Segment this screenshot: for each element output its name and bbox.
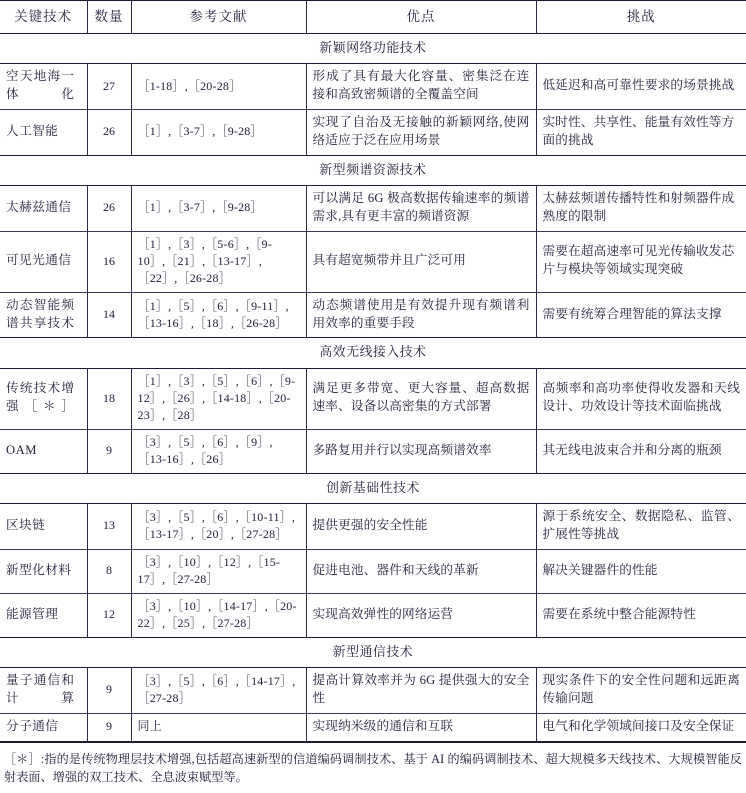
table-row: [0, 185, 746, 231]
cell-references: ［3］,［5］,［6］,［9］,［13-16］,［26］: [131, 429, 306, 473]
table-row: [0, 292, 746, 338]
cell-advantage: 促进电池、器件和天线的革新: [306, 549, 536, 593]
cell-challenge: 实时性、共享性、能量有效性等方面的挑战: [536, 109, 746, 155]
cell-advantage: 实现纳米级的通信和互联: [306, 713, 536, 741]
cell-technology: OAM: [0, 429, 87, 473]
cell-challenge: 需要有统筹合理智能的算法支撑: [536, 292, 746, 338]
table-header-row: [0, 1, 746, 34]
cell-challenge: 高频率和高功率使得收发器和天线设计、功效设计等技术面临挑战: [536, 368, 746, 429]
cell-technology: 区块链: [0, 503, 87, 549]
column-header-challenges: 挑战: [536, 1, 746, 34]
cell-technology: 传统技术增强［＊］: [0, 368, 87, 429]
cell-advantage: 提高计算效率并为 6G 提供强大的安全性: [306, 667, 536, 713]
cell-technology: 能源管理: [0, 593, 87, 637]
cell-count: 12: [87, 593, 131, 637]
cell-challenge: 其无线电波束合并和分离的瓶颈: [536, 429, 746, 473]
cell-technology: 分子通信: [0, 713, 87, 741]
cell-count: 16: [87, 231, 131, 292]
section-header-row: [0, 473, 746, 503]
table-row: [0, 503, 746, 549]
cell-advantage: 满足更多带宽、更大容量、超高数据速率、设备以高密集的方式部署: [306, 368, 536, 429]
column-header-advantages: 优点: [306, 1, 536, 34]
cell-count: 27: [87, 64, 131, 110]
cell-challenge: 解决关键器件的性能: [536, 549, 746, 593]
cell-challenge: 需要在超高速率可见光传输收发芯片与模块等领域实现突破: [536, 231, 746, 292]
table-row: [0, 593, 746, 637]
cell-advantage: 可以满足 6G 极高数据传输速率的频谱需求,具有更丰富的频谱资源: [306, 185, 536, 231]
cell-references: ［1］,［3］,［5-6］,［9-10］,［21］,［13-17］,［22］,［26-28］: [131, 231, 306, 292]
cell-advantage: 实现高效弹性的网络运营: [306, 593, 536, 637]
table-row: [0, 368, 746, 429]
table-row: [0, 231, 746, 292]
cell-advantage: 形成了具有最大化容量、密集泛在连接和高致密频谱的全覆盖空间: [306, 64, 536, 110]
cell-references: ［1］,［3-7］,［9-28］: [131, 109, 306, 155]
section-title: 新颖网络功能技术: [319, 41, 427, 56]
cell-advantage: 提供更强的安全性能: [306, 503, 536, 549]
cell-references: ［1］,［3-7］,［9-28］: [131, 185, 306, 231]
cell-challenge: 低延迟和高可靠性要求的场景挑战: [536, 64, 746, 110]
cell-references: ［1］,［3］,［5］,［6］,［9-12］,［26］,［14-18］,［20-23］,［28］: [131, 368, 306, 429]
cell-technology: 量子通信和计算: [0, 667, 87, 713]
cell-count: 13: [87, 503, 131, 549]
cell-references: ［3］,［10］,［12］,［15-17］,［27-28］: [131, 549, 306, 593]
cell-challenge: 源于系统安全、数据隐私、监管、扩展性等挑战: [536, 503, 746, 549]
table-row: [0, 429, 746, 473]
cell-challenge: 电气和化学领域间接口及安全保证: [536, 713, 746, 741]
table-row: [0, 713, 746, 741]
section-header-row: [0, 637, 746, 667]
cell-count: 9: [87, 429, 131, 473]
table-row: [0, 667, 746, 713]
table-footnote: ［＊］:指的是传统物理层技术增强,包括超高速新型的信道编码调制技术、基于 AI 的编码调制技术、超大规模多天线技术、大规模智能反射表面、增强的双工技术、全息波束赋型等。: [0, 742, 746, 793]
cell-count: 26: [87, 109, 131, 155]
section-header-row: [0, 155, 746, 185]
table-row: [0, 109, 746, 155]
cell-technology: 新型化材料: [0, 549, 87, 593]
table-row: [0, 64, 746, 110]
cell-technology: 人工智能: [0, 109, 87, 155]
cell-count: 14: [87, 292, 131, 338]
section-title: 新型通信技术: [332, 644, 414, 659]
cell-technology: 空天地海一体化: [0, 64, 87, 110]
cell-count: 9: [87, 667, 131, 713]
cell-technology: 太赫兹通信: [0, 185, 87, 231]
section-title: 高效无线接入技术: [319, 345, 427, 360]
cell-references: 同上: [131, 713, 306, 741]
section-header-row: [0, 338, 746, 368]
cell-advantage: 多路复用并行以实现高频谱效率: [306, 429, 536, 473]
table-row: [0, 549, 746, 593]
cell-technology: 可见光通信: [0, 231, 87, 292]
cell-challenge: 现实条件下的安全性问题和远距离传输问题: [536, 667, 746, 713]
section-header-row: [0, 34, 746, 64]
cell-challenge: 太赫兹频谱传播特性和射频器件成熟度的限制: [536, 185, 746, 231]
column-header-key-technology: 关键技术: [0, 1, 87, 34]
cell-references: ［3］,［10］,［14-17］,［20-22］,［25］,［27-28］: [131, 593, 306, 637]
section-title: 创新基础性技术: [326, 480, 420, 495]
cell-technology: 动态智能频谱共享技术: [0, 292, 87, 338]
cell-count: 18: [87, 368, 131, 429]
column-header-references: 参考文献: [131, 1, 306, 34]
column-header-count: 数量: [87, 1, 131, 34]
cell-references: ［3］,［5］,［6］,［14-17］,［27-28］: [131, 667, 306, 713]
cell-advantage: 具有超宽频带并且广泛可用: [306, 231, 536, 292]
cell-count: 8: [87, 549, 131, 593]
cell-references: ［1］,［5］,［6］,［9-11］,［13-16］,［18］,［26-28］: [131, 292, 306, 338]
cell-advantage: 动态频谱使用是有效提升现有频谱利用效率的重要手段: [306, 292, 536, 338]
cell-challenge: 需要在系统中整合能源特性: [536, 593, 746, 637]
section-title: 新型频谱资源技术: [319, 162, 427, 177]
cell-references: ［3］,［5］,［6］,［10-11］,［13-17］,［20］,［27-28］: [131, 503, 306, 549]
cell-references: ［1-18］,［20-28］: [131, 64, 306, 110]
cell-advantage: 实现了自治及无接触的新颖网络,使网络适应于泛在应用场景: [306, 109, 536, 155]
cell-count: 26: [87, 185, 131, 231]
cell-count: 9: [87, 713, 131, 741]
